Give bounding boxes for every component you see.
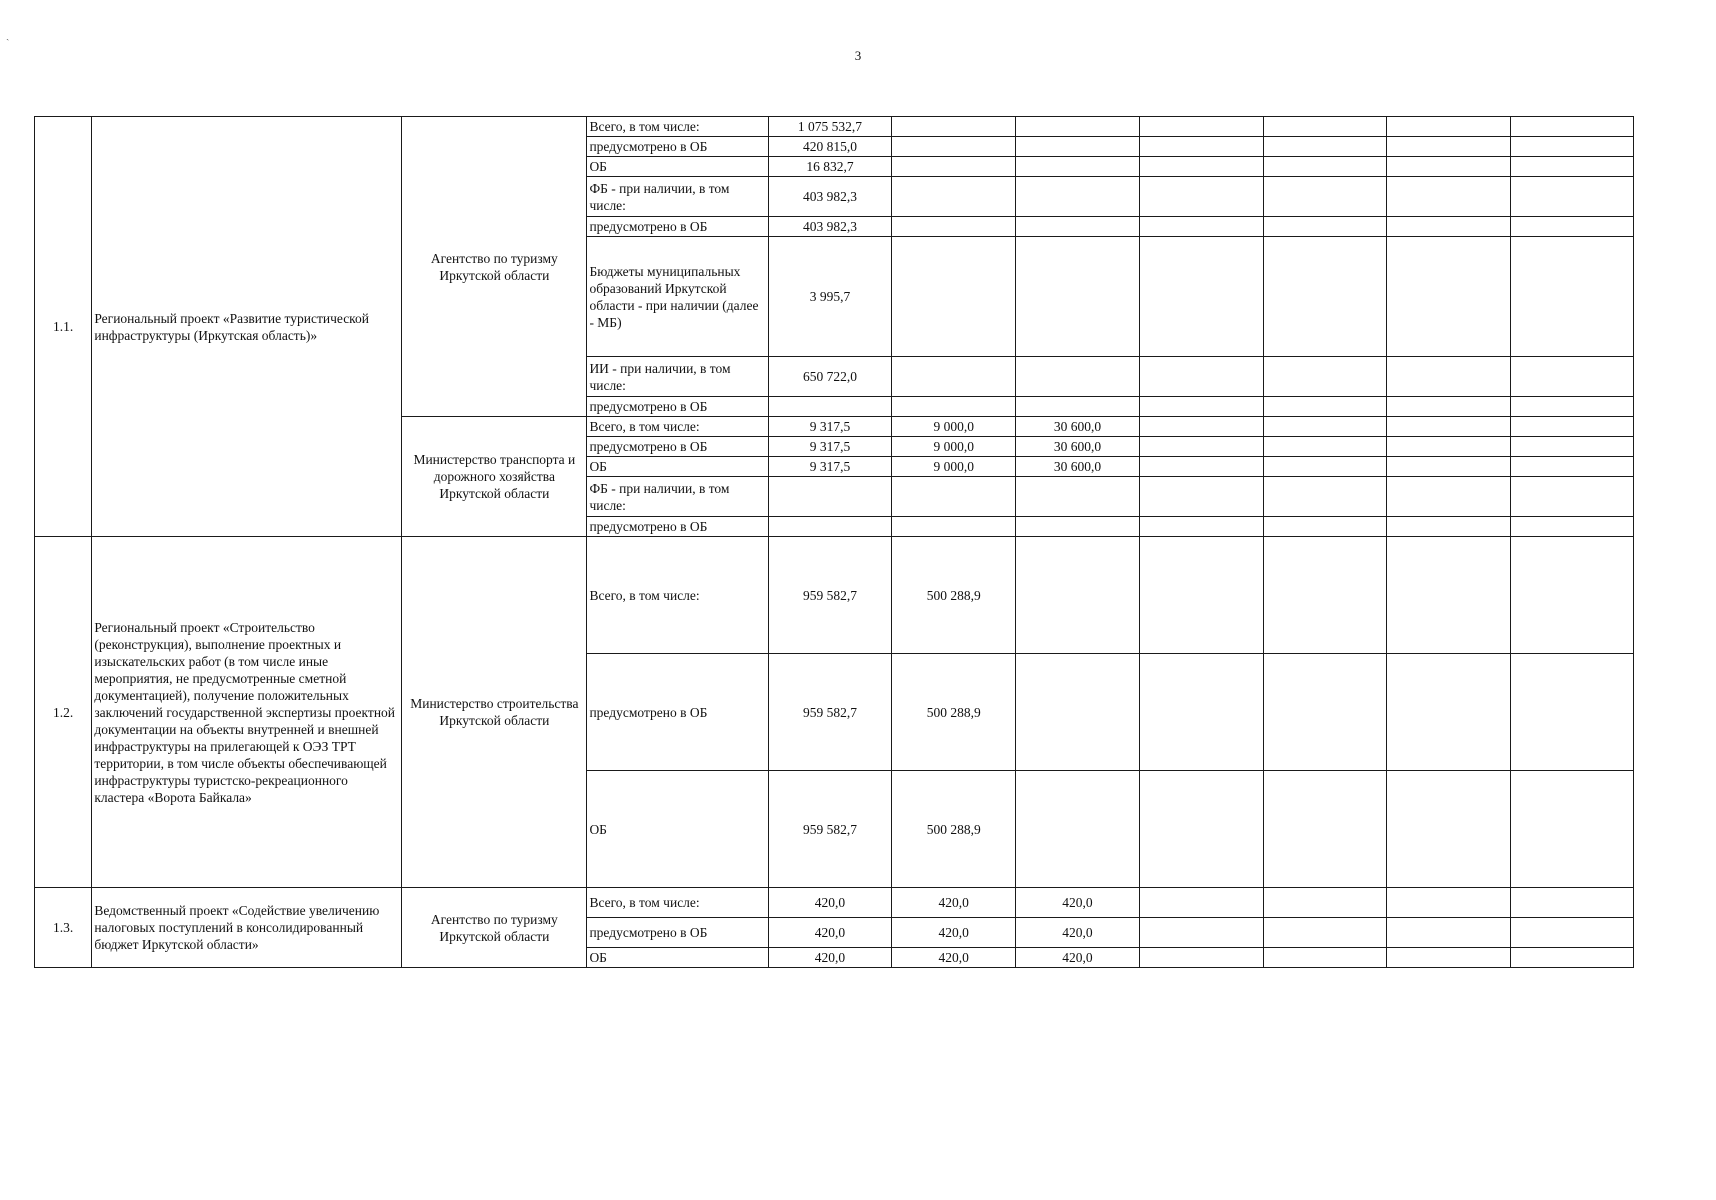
amount-cell: 9 000,0 (892, 417, 1016, 437)
amount-cell (1387, 437, 1511, 457)
amount-cell: 9 000,0 (892, 437, 1016, 457)
amount-cell: 500 288,9 (892, 537, 1016, 654)
amount-cell (1139, 477, 1263, 517)
scan-speck: ˏ (6, 30, 10, 41)
amount-cell (1511, 237, 1634, 357)
amount-cell (1263, 417, 1387, 437)
amount-cell: 420,0 (768, 948, 892, 968)
table-row (35, 537, 1634, 654)
amount-cell (1139, 948, 1263, 968)
table-row (35, 117, 1634, 137)
amount-cell (1139, 888, 1263, 918)
amount-cell (1016, 477, 1140, 517)
amount-cell (1387, 948, 1511, 968)
amount-cell (1263, 217, 1387, 237)
amount-cell: 30 600,0 (1016, 457, 1140, 477)
amount-cell (1016, 517, 1140, 537)
amount-cell (892, 117, 1016, 137)
amount-cell (1511, 918, 1634, 948)
amount-cell: 420,0 (1016, 948, 1140, 968)
amount-cell: 420,0 (1016, 888, 1140, 918)
table-row (35, 888, 1634, 918)
amount-cell: 9 317,5 (768, 417, 892, 437)
amount-cell: 30 600,0 (1016, 437, 1140, 457)
amount-cell (1263, 177, 1387, 217)
amount-cell (1139, 517, 1263, 537)
amount-cell (892, 477, 1016, 517)
amount-cell (1263, 918, 1387, 948)
amount-cell (1387, 888, 1511, 918)
amount-cell: 650 722,0 (768, 357, 892, 397)
amount-cell (892, 517, 1016, 537)
amount-cell (768, 517, 892, 537)
amount-cell (1263, 537, 1387, 654)
amount-cell (1511, 137, 1634, 157)
section-name: Региональный проект «Строительство (реконструкция), выполнение проектных и изыскательских работ (в том числе иные мероприятия, не предусмотренные сметной документацией), получение положительных заключений государственной экспертизы проектной документации на объекты внутренней и внешней инфраструктуры на прилегающей к ОЭЗ ТРТ территории, в том числе объекты обеспечивающей инфраструктуры туристско-рекреационного кластера «Ворота Байкала» (92, 537, 402, 888)
amount-cell (1139, 357, 1263, 397)
amount-cell (1016, 357, 1140, 397)
amount-cell (1387, 357, 1511, 397)
section-code: 1.1. (35, 117, 92, 537)
amount-cell (1511, 888, 1634, 918)
amount-cell (892, 237, 1016, 357)
funding-source: ОБ (587, 771, 768, 888)
amount-cell: 9 000,0 (892, 457, 1016, 477)
amount-cell: 3 995,7 (768, 237, 892, 357)
funding-source: ФБ - при наличии, в том числе: (587, 177, 768, 217)
funding-source: ФБ - при наличии, в том числе: (587, 477, 768, 517)
amount-cell (1139, 117, 1263, 137)
amount-cell (1387, 918, 1511, 948)
amount-cell (1263, 357, 1387, 397)
section-code: 1.3. (35, 888, 92, 968)
amount-cell (1511, 177, 1634, 217)
amount-cell (1139, 437, 1263, 457)
amount-cell (1263, 771, 1387, 888)
funding-source: ОБ (587, 157, 768, 177)
amount-cell (1016, 537, 1140, 654)
amount-cell (892, 157, 1016, 177)
amount-cell: 420,0 (892, 948, 1016, 968)
executor-name: Министерство строительства Иркутской области (402, 537, 587, 888)
amount-cell: 9 317,5 (768, 457, 892, 477)
section-name: Ведомственный проект «Содействие увеличению налоговых поступлений в консолидированный бюджет Иркутской области» (92, 888, 402, 968)
amount-cell (1139, 537, 1263, 654)
amount-cell: 16 832,7 (768, 157, 892, 177)
amount-cell (1139, 137, 1263, 157)
section-name: Региональный проект «Развитие туристической инфраструктуры (Иркутская область)» (92, 117, 402, 537)
amount-cell (892, 177, 1016, 217)
amount-cell (1263, 517, 1387, 537)
amount-cell (1139, 918, 1263, 948)
amount-cell (1263, 437, 1387, 457)
amount-cell (1511, 417, 1634, 437)
amount-cell (892, 137, 1016, 157)
amount-cell (1387, 397, 1511, 417)
amount-cell (1139, 177, 1263, 217)
amount-cell (1016, 654, 1140, 771)
funding-source: предусмотрено в ОБ (587, 217, 768, 237)
amount-cell (1387, 654, 1511, 771)
amount-cell (1016, 217, 1140, 237)
amount-cell: 403 982,3 (768, 217, 892, 237)
amount-cell: 420,0 (892, 888, 1016, 918)
amount-cell (1511, 457, 1634, 477)
amount-cell (1139, 417, 1263, 437)
amount-cell: 959 582,7 (768, 771, 892, 888)
executor-name: Министерство транспорта и дорожного хозяйства Иркутской области (402, 417, 587, 537)
funding-source: Бюджеты муниципальных образований Иркутской области - при наличии (далее - МБ) (587, 237, 768, 357)
funding-source: Всего, в том числе: (587, 888, 768, 918)
amount-cell (1139, 237, 1263, 357)
amount-cell (1016, 177, 1140, 217)
amount-cell: 9 317,5 (768, 437, 892, 457)
funding-source: ОБ (587, 948, 768, 968)
funding-source: предусмотрено в ОБ (587, 517, 768, 537)
amount-cell (1387, 237, 1511, 357)
amount-cell (1139, 457, 1263, 477)
amount-cell (1139, 771, 1263, 888)
budget-table (34, 116, 1634, 968)
amount-cell (1511, 357, 1634, 397)
amount-cell: 500 288,9 (892, 771, 1016, 888)
amount-cell: 420,0 (768, 918, 892, 948)
amount-cell (1387, 137, 1511, 157)
amount-cell (892, 217, 1016, 237)
funding-source: предусмотрено в ОБ (587, 137, 768, 157)
funding-source: предусмотрено в ОБ (587, 654, 768, 771)
amount-cell (1511, 537, 1634, 654)
amount-cell (1263, 137, 1387, 157)
table-body (35, 117, 1634, 968)
page-number: 3 (854, 48, 862, 63)
amount-cell: 1 075 532,7 (768, 117, 892, 137)
amount-cell (1511, 654, 1634, 771)
executor-name: Агентство по туризму Иркутской области (402, 888, 587, 968)
amount-cell (1511, 517, 1634, 537)
amount-cell (1139, 217, 1263, 237)
amount-cell: 420,0 (1016, 918, 1140, 948)
amount-cell (1511, 217, 1634, 237)
amount-cell (892, 357, 1016, 397)
amount-cell (1511, 437, 1634, 457)
amount-cell (1387, 517, 1511, 537)
amount-cell (1139, 397, 1263, 417)
funding-source: предусмотрено в ОБ (587, 437, 768, 457)
amount-cell: 420,0 (892, 918, 1016, 948)
amount-cell (1016, 237, 1140, 357)
amount-cell (1139, 654, 1263, 771)
amount-cell: 30 600,0 (1016, 417, 1140, 437)
amount-cell (1511, 397, 1634, 417)
amount-cell (1139, 157, 1263, 177)
amount-cell (768, 477, 892, 517)
amount-cell (1263, 237, 1387, 357)
amount-cell: 959 582,7 (768, 537, 892, 654)
amount-cell (1387, 157, 1511, 177)
amount-cell (768, 397, 892, 417)
funding-source: Всего, в том числе: (587, 117, 768, 137)
amount-cell (1263, 117, 1387, 137)
amount-cell (1511, 771, 1634, 888)
amount-cell (1387, 537, 1511, 654)
amount-cell (1016, 771, 1140, 888)
amount-cell (1387, 177, 1511, 217)
amount-cell (1263, 397, 1387, 417)
amount-cell (1016, 117, 1140, 137)
amount-cell: 500 288,9 (892, 654, 1016, 771)
amount-cell: 420,0 (768, 888, 892, 918)
amount-cell (1387, 217, 1511, 237)
amount-cell (1263, 654, 1387, 771)
funding-source: ОБ (587, 457, 768, 477)
amount-cell (1511, 477, 1634, 517)
amount-cell (1263, 157, 1387, 177)
amount-cell (1263, 948, 1387, 968)
funding-source: Всего, в том числе: (587, 537, 768, 654)
amount-cell (1263, 888, 1387, 918)
funding-source: предусмотрено в ОБ (587, 918, 768, 948)
amount-cell (1016, 397, 1140, 417)
executor-name: Агентство по туризму Иркутской области (402, 117, 587, 417)
funding-source: Всего, в том числе: (587, 417, 768, 437)
funding-source: предусмотрено в ОБ (587, 397, 768, 417)
amount-cell (1263, 457, 1387, 477)
amount-cell (1387, 477, 1511, 517)
amount-cell: 403 982,3 (768, 177, 892, 217)
amount-cell (1511, 948, 1634, 968)
amount-cell (1016, 157, 1140, 177)
section-code: 1.2. (35, 537, 92, 888)
amount-cell (1511, 157, 1634, 177)
amount-cell (1387, 457, 1511, 477)
amount-cell (1387, 117, 1511, 137)
amount-cell: 420 815,0 (768, 137, 892, 157)
funding-source: ИИ - при наличии, в том числе: (587, 357, 768, 397)
amount-cell: 959 582,7 (768, 654, 892, 771)
amount-cell (1387, 771, 1511, 888)
amount-cell (1387, 417, 1511, 437)
amount-cell (1511, 117, 1634, 137)
amount-cell (1016, 137, 1140, 157)
amount-cell (1263, 477, 1387, 517)
amount-cell (892, 397, 1016, 417)
